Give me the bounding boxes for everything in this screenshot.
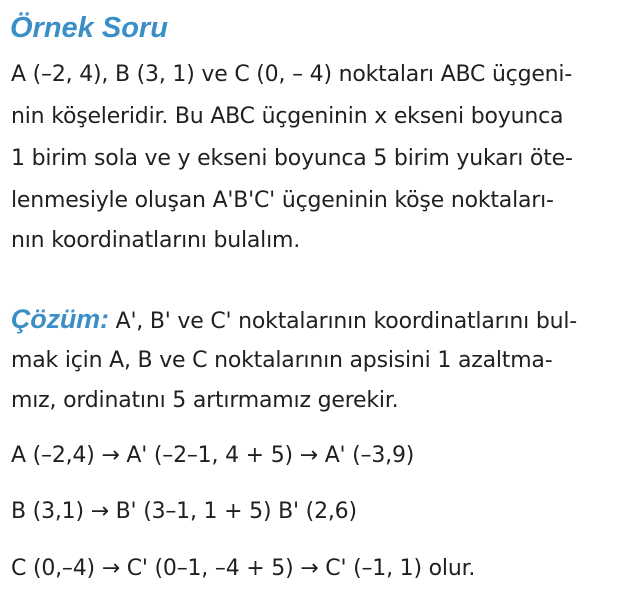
problem-line: A (–2, 4), B (3, 1) ve C (0, – 4) noktaları ABC üçgeni- (11, 62, 573, 87)
solution-line-text: A', B' ve C' noktalarının koordinatlarını bul- (115, 309, 577, 334)
result-line-c: C (0,–4) → C' (0–1, –4 + 5) → C' (–1, 1) olur. (11, 556, 476, 581)
problem-line: nın koordinatlarını bulalım. (11, 228, 301, 253)
example-heading: Örnek Soru (10, 12, 168, 44)
problem-line: 1 birim sola ve y ekseni boyunca 5 birim yukarı öte- (11, 146, 573, 171)
solution-line (11, 300, 577, 341)
solution-line: mız, ordinatını 5 artırmamız gerekir. (11, 388, 399, 413)
problem-line: lenmesiyle oluşan A'B'C' üçgeninin köşe noktaları- (11, 188, 554, 213)
result-line-b: B (3,1) → B' (3–1, 1 + 5) B' (2,6) (11, 499, 357, 524)
result-line-a: A (–2,4) → A' (–2–1, 4 + 5) → A' (–3,9) (11, 443, 415, 468)
problem-line: nin köşeleridir. Bu ABC üçgeninin x ekseni boyunca (11, 104, 564, 129)
solution-label: Çözüm: (11, 304, 109, 334)
solution-line: mak için A, B ve C noktalarının apsisini 1 azaltma- (11, 348, 553, 373)
